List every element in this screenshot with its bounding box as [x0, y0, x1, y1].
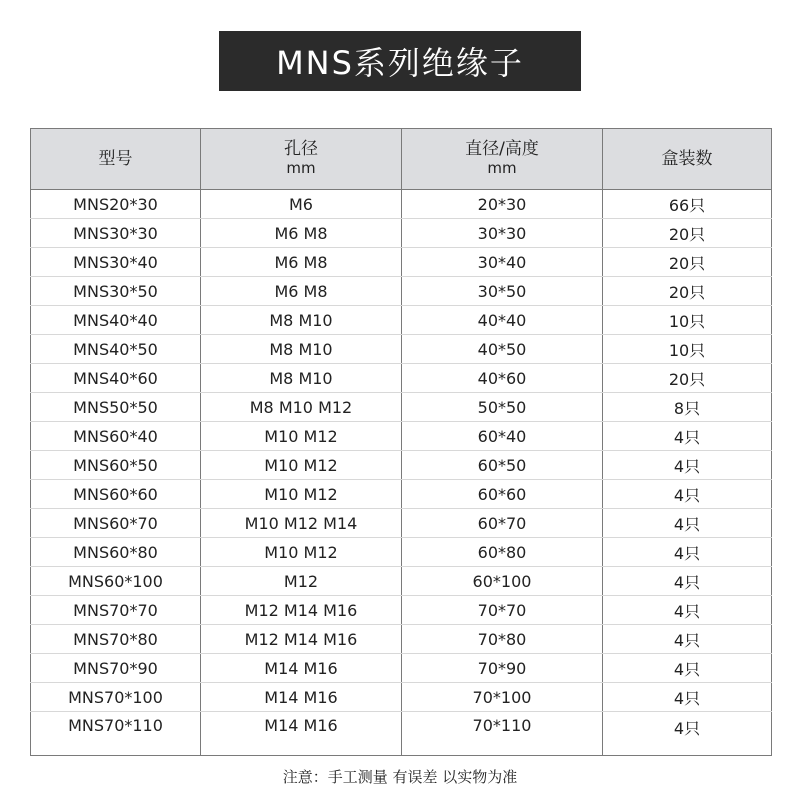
cell-box-qty: 20只 — [603, 219, 772, 248]
spec-table — [30, 128, 772, 756]
cell-size: 60*80 — [402, 538, 603, 567]
cell-box-qty: 20只 — [603, 248, 772, 277]
cell-model: MNS70*80 — [31, 625, 201, 654]
table-body — [31, 190, 772, 756]
cell-size: 30*30 — [402, 219, 603, 248]
cell-model: MNS70*110 — [31, 712, 201, 756]
cell-model: MNS60*60 — [31, 480, 201, 509]
cell-size: 70*80 — [402, 625, 603, 654]
header-row — [31, 129, 772, 190]
page-title-banner — [219, 31, 581, 91]
cell-box-qty: 10只 — [603, 335, 772, 364]
cell-box-qty: 4只 — [603, 538, 772, 567]
table-row — [31, 219, 772, 248]
cell-hole: M12 M14 M16 — [201, 625, 402, 654]
cell-model: MNS60*100 — [31, 567, 201, 596]
cell-size: 70*90 — [402, 654, 603, 683]
table-row — [31, 277, 772, 306]
table-row — [31, 712, 772, 756]
cell-model: MNS60*40 — [31, 422, 201, 451]
cell-model: MNS40*50 — [31, 335, 201, 364]
cell-hole: M6 — [201, 190, 402, 219]
cell-box-qty: 4只 — [603, 625, 772, 654]
header-size — [402, 129, 603, 190]
table-row — [31, 538, 772, 567]
table-row — [31, 509, 772, 538]
cell-model: MNS50*50 — [31, 393, 201, 422]
measurement-note: 注意：手工测量 有误差 以实物为准 — [282, 768, 518, 786]
table-row — [31, 364, 772, 393]
cell-box-qty: 4只 — [603, 654, 772, 683]
table-row — [31, 451, 772, 480]
cell-box-qty: 20只 — [603, 277, 772, 306]
cell-size: 60*60 — [402, 480, 603, 509]
cell-size: 70*70 — [402, 596, 603, 625]
header-model-label: 型号 — [98, 148, 133, 169]
cell-size: 20*30 — [402, 190, 603, 219]
cell-box-qty: 20只 — [603, 364, 772, 393]
cell-model: MNS60*80 — [31, 538, 201, 567]
cell-model: MNS60*50 — [31, 451, 201, 480]
cell-box-qty: 4只 — [603, 567, 772, 596]
table-row — [31, 625, 772, 654]
cell-hole: M6 M8 — [201, 219, 402, 248]
cell-hole: M10 M12 — [201, 480, 402, 509]
cell-hole: M10 M12 M14 — [201, 509, 402, 538]
cell-box-qty: 66只 — [603, 190, 772, 219]
cell-size: 70*100 — [402, 683, 603, 712]
cell-hole: M12 — [201, 567, 402, 596]
cell-hole: M10 M12 — [201, 538, 402, 567]
cell-model: MNS30*50 — [31, 277, 201, 306]
cell-model: MNS70*70 — [31, 596, 201, 625]
table-header — [31, 129, 772, 190]
table-row — [31, 654, 772, 683]
table-row — [31, 306, 772, 335]
cell-size: 40*50 — [402, 335, 603, 364]
cell-size: 60*100 — [402, 567, 603, 596]
cell-size: 60*50 — [402, 451, 603, 480]
table-row — [31, 596, 772, 625]
cell-hole: M14 M16 — [201, 683, 402, 712]
table-row — [31, 190, 772, 219]
header-model — [31, 129, 201, 190]
header-box-qty-label: 盒装数 — [661, 148, 713, 169]
cell-model: MNS40*60 — [31, 364, 201, 393]
cell-model: MNS30*30 — [31, 219, 201, 248]
cell-model: MNS60*70 — [31, 509, 201, 538]
cell-box-qty: 4只 — [603, 480, 772, 509]
page-title: MNS系列绝缘子 — [276, 44, 524, 82]
cell-box-qty: 4只 — [603, 596, 772, 625]
cell-hole: M8 M10 M12 — [201, 393, 402, 422]
header-size-unit: mm — [487, 159, 517, 177]
cell-size: 30*40 — [402, 248, 603, 277]
cell-box-qty: 4只 — [603, 509, 772, 538]
cell-box-qty: 4只 — [603, 451, 772, 480]
header-box-qty — [603, 129, 772, 190]
table-row — [31, 683, 772, 712]
cell-box-qty: 4只 — [603, 422, 772, 451]
cell-hole: M14 M16 — [201, 712, 402, 756]
table-row — [31, 567, 772, 596]
cell-size: 30*50 — [402, 277, 603, 306]
header-hole-unit: mm — [286, 159, 316, 177]
cell-size: 40*60 — [402, 364, 603, 393]
header-hole — [201, 129, 402, 190]
table-row — [31, 422, 772, 451]
table-row — [31, 480, 772, 509]
cell-hole: M12 M14 M16 — [201, 596, 402, 625]
cell-hole: M14 M16 — [201, 654, 402, 683]
cell-hole: M10 M12 — [201, 451, 402, 480]
cell-size: 70*110 — [402, 712, 603, 756]
cell-hole: M8 M10 — [201, 306, 402, 335]
table-row — [31, 393, 772, 422]
cell-hole: M6 M8 — [201, 248, 402, 277]
cell-box-qty: 10只 — [603, 306, 772, 335]
header-hole-label: 孔径 — [284, 139, 318, 159]
cell-model: MNS40*40 — [31, 306, 201, 335]
cell-box-qty: 8只 — [603, 393, 772, 422]
cell-hole: M10 M12 — [201, 422, 402, 451]
table-row — [31, 248, 772, 277]
cell-model: MNS30*40 — [31, 248, 201, 277]
cell-hole: M8 M10 — [201, 364, 402, 393]
cell-model: MNS20*30 — [31, 190, 201, 219]
table-row — [31, 335, 772, 364]
cell-model: MNS70*90 — [31, 654, 201, 683]
cell-size: 60*70 — [402, 509, 603, 538]
cell-box-qty: 4只 — [603, 683, 772, 712]
header-size-label: 直径/高度 — [465, 139, 539, 159]
cell-size: 50*50 — [402, 393, 603, 422]
cell-hole: M8 M10 — [201, 335, 402, 364]
cell-box-qty: 4只 — [673, 719, 701, 738]
cell-model: MNS70*100 — [31, 683, 201, 712]
cell-hole: M6 M8 — [201, 277, 402, 306]
cell-size: 40*40 — [402, 306, 603, 335]
cell-size: 60*40 — [402, 422, 603, 451]
